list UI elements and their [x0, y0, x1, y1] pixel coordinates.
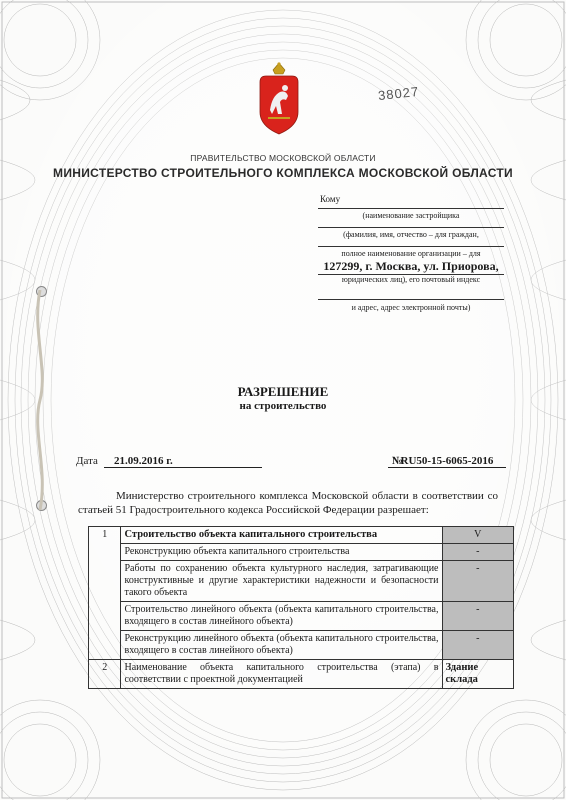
addressee-line: [318, 221, 504, 228]
caption-developer: (наименование застройщика: [362, 211, 460, 220]
addressee-line: [318, 285, 504, 300]
permit-type-text: Строительство линейного объекта (объекта капитального строительства, входящего в состав линейного объекта): [121, 602, 442, 631]
permit-type-text: Работы по сохранению объекта культурного наследия, затрагивающие конструктивные и другие характеристики надежности и безопасности такого объекта: [121, 561, 442, 602]
permit-number: RU50-15-6065-2016: [388, 455, 506, 468]
table-row: [89, 544, 514, 561]
addressee-block: [318, 194, 504, 313]
ministry-heading: МИНИСТЕРСТВО СТРОИТЕЛЬНОГО КОМПЛЕКСА МОСКОВСКОЙ ОБЛАСТИ: [53, 166, 513, 180]
table-row: [89, 602, 514, 631]
caption-legal: юридических лиц), его почтовый индекс: [341, 275, 481, 284]
permit-type-mark: V: [442, 527, 514, 544]
object-name-label: Наименование объекта капитального строительства (этапа) в соответствии с проектной документацией: [121, 660, 442, 689]
permit-type-text: Реконструкцию линейного объекта (объекта капитального строительства, входящего в состав линейного объекта): [121, 631, 442, 660]
table-row: [89, 561, 514, 602]
government-heading: ПРАВИТЕЛЬСТВО МОСКОВСКОЙ ОБЛАСТИ: [190, 153, 376, 163]
permit-type-label: Строительство объекта капитального строительства: [124, 529, 378, 540]
row-number: 2: [89, 660, 121, 689]
moscow-region-coat-of-arms-icon: [256, 60, 302, 140]
document-subtitle: на строительство: [239, 400, 327, 412]
permit-type-text: Реконструкцию объекта капитального строительства: [121, 544, 442, 561]
table-row: [89, 660, 514, 689]
number-sign: №: [392, 455, 404, 467]
handwritten-number: 38027: [377, 83, 420, 104]
permit-type-mark: -: [442, 631, 514, 660]
date-label: Дата: [76, 455, 98, 467]
object-name: Здание склада: [445, 662, 479, 685]
object-name-value: [442, 660, 514, 689]
address-value: 127299, г. Москва, ул. Приорова,: [318, 259, 504, 275]
row-number: 1: [89, 527, 121, 660]
table-row: [89, 631, 514, 660]
permit-type-text: [121, 527, 442, 544]
addressee-line: [318, 240, 504, 247]
caption-fio: (фамилия, имя, отчество – для граждан,: [343, 230, 479, 239]
addressee-line: [318, 204, 504, 209]
document-title: РАЗРЕШЕНИЕ: [237, 384, 329, 399]
caption-org: полное наименование организации – для: [341, 249, 481, 258]
permit-type-mark: -: [442, 544, 514, 561]
permit-type-mark: -: [442, 561, 514, 602]
table-row: [89, 527, 514, 544]
intro-paragraph: Министерство строительного комплекса Московской области в соответствии со статьей 51 Градостроительного кодекса Российской Федерации разрешает:: [78, 490, 498, 516]
date-value: 21.09.2016 г.: [104, 455, 262, 468]
permit-table: [88, 526, 514, 689]
to-label: Кому: [320, 194, 341, 204]
permit-type-mark: -: [442, 602, 514, 631]
caption-email: и адрес, адрес электронной почты): [351, 303, 471, 312]
